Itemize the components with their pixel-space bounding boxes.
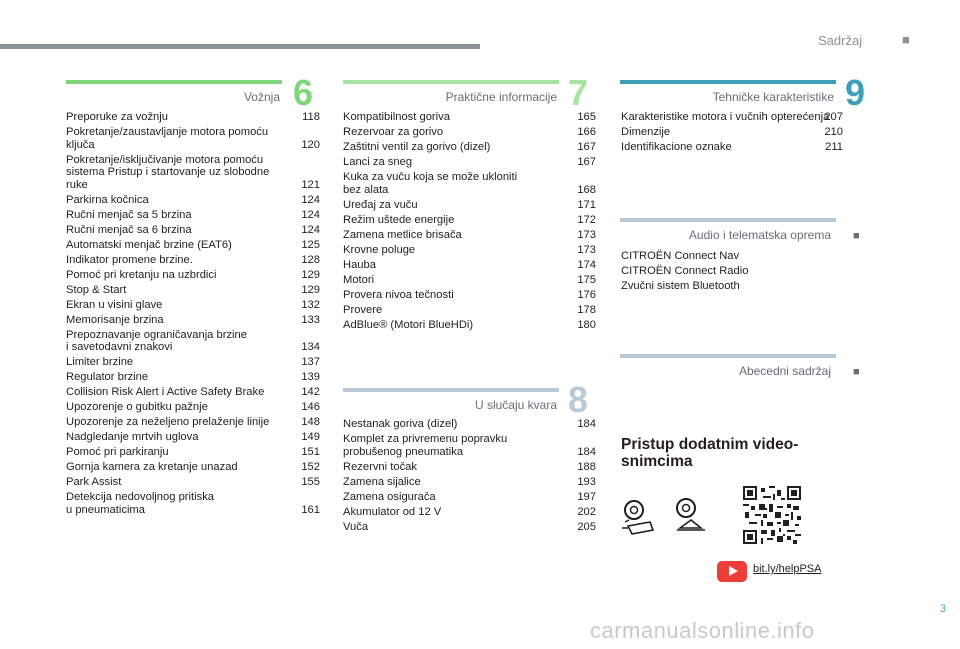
toc-entry[interactable] [343,156,596,169]
toc-entry-page: 146 [301,401,320,414]
toc-entry-title: Rezervoar za gorivo [343,126,444,138]
toc-entry-page: 165 [577,111,596,123]
toc-entry-page: 172 [577,213,596,226]
toc-entry-page: 210 [824,126,843,138]
section-6-rule [66,80,282,84]
toc-entry-page: 124 [301,223,320,236]
section-9-title: Tehničke karakteristike [712,90,834,104]
toc-entry[interactable] [66,329,320,354]
toc-entry[interactable] [66,371,320,384]
section-9-number: 9 [845,72,866,113]
toc-entry-title: Karakteristike motora i vučnih opterećenja [621,111,830,123]
toc-entry-page: 197 [577,490,596,503]
toc-entry[interactable] [343,418,596,431]
toc-entry-title: Stop & Start [66,283,127,296]
section-9-rule [620,80,836,84]
toc-entry[interactable] [66,154,320,192]
toc-entry-page: 151 [301,446,320,459]
toc-entry-title: Automatski menjač brzine (EAT6) [66,238,232,251]
toc-entry-page: 155 [301,476,320,489]
toc-entry[interactable] [343,433,596,458]
toc-entry[interactable] [343,199,596,212]
toc-entry-title: Gornja kamera za kretanje unazad [66,461,238,474]
toc-entry[interactable] [343,111,596,124]
qr-code[interactable] [743,486,801,544]
toc-entry[interactable] [621,126,843,139]
toc-entry-title: Režim uštede energije [343,213,455,226]
toc-entry-title: Nadgledanje mrtvih uglova [66,431,199,444]
audio-rule [620,218,836,222]
toc-entry-page: 124 [301,193,320,206]
toc-entry-page: 173 [577,243,596,256]
toc-entry-title: Provere [343,303,383,316]
toc-entry-title: Indikator promene brzine. [66,253,193,266]
toc-entry-title: Hauba [343,258,376,271]
audio-items [621,249,748,294]
toc-entry-title: Nestanak goriva (dizel) [343,418,458,430]
toc-entry-page: 142 [301,386,320,399]
toc-entry[interactable] [343,506,596,519]
toc-entry-title: Pokretanje/isključivanje motora pomoću sistema Pristup i startovanje uz slobodne ruke [66,153,270,191]
toc-entry[interactable] [66,401,320,414]
toc-entry[interactable] [66,299,320,312]
toc-entry-page: 128 [301,253,320,266]
toc-entry-title: Vuča [343,520,369,533]
toc-entry[interactable] [343,214,596,227]
toc-entry-title: Dimenzije [621,126,671,138]
audio-item[interactable]: Zvučni sistem Bluetooth [621,280,740,292]
toc-entry-page: 184 [577,445,596,458]
toc-entry-page: 178 [577,303,596,316]
toc-entry-title: Krovne poluge [343,243,416,256]
toc-entry[interactable] [343,274,596,287]
header-bullet: ■ [902,32,910,47]
toc-entry-title: Zaštitni ventil za gorivo (dizel) [343,141,491,153]
toc-entry-page: 202 [577,505,596,518]
toc-entry-title: Limiter brzine [66,356,134,369]
section-6-number: 6 [293,72,314,113]
toc-entry-title: Upozorenje za neželjeno prelaženje linije [66,416,270,429]
toc-entry[interactable] [343,319,596,332]
toc-entry-title: Uređaj za vuču [343,198,418,211]
toc-entry[interactable] [66,239,320,252]
toc-entry-page: 174 [577,258,596,271]
toc-entry-title: Park Assist [66,476,122,489]
section-6-title: Vožnja [243,90,280,104]
toc-entry[interactable] [66,446,320,459]
index-title[interactable]: Abecedni sadržaj [738,364,831,378]
toc-entry-title: Motori [343,273,375,286]
toc-entry-page: 139 [301,371,320,384]
audio-title: Audio i telematska oprema [688,228,831,242]
toc-entry-page: 175 [577,273,596,286]
toc-entry-title: Komplet za privremenu popravku probušenog pneumatika [343,433,508,458]
toc-entry-page: 184 [577,418,596,430]
toc-entry[interactable] [66,431,320,444]
audio-item[interactable]: CITROËN Connect Nav [621,250,740,262]
audio-bullet: ■ [853,230,860,242]
section-7-number: 7 [568,72,589,113]
toc-entry-title: Prepoznavanje ograničavanja brzine i savetodavni znakovi [66,328,247,354]
toc-entry-title: Kuka za vuču koja se može ukloniti bez alata [343,171,518,196]
toc-entry[interactable] [66,224,320,237]
watermark: carmanualsonline.info [590,618,815,643]
toc-entry[interactable] [66,269,320,282]
toc-entry-page: 167 [577,156,596,168]
toc-entry[interactable] [66,491,320,516]
toc-entry[interactable] [343,141,596,154]
toc-entry-page: 180 [577,318,596,331]
toc-entry[interactable] [343,289,596,302]
toc-entry-title: Ekran u visini glave [66,298,163,311]
toc-entry[interactable] [343,259,596,272]
toc-entry-title: Rezervni točak [343,460,417,473]
toc-entry-title: Kompatibilnost goriva [343,111,450,123]
toc-entry-page: 161 [301,503,320,516]
toc-entry[interactable] [66,461,320,474]
toc-entry[interactable] [621,141,843,154]
toc-entry-page: 211 [825,141,843,153]
tire-repair-icon [620,498,656,538]
toc-entry-page: 118 [302,111,320,123]
toc-entry[interactable] [343,171,596,196]
toc-entry-page: 129 [301,283,320,296]
toc-entry-title: Preporuke za vožnju [66,111,168,123]
jack-wheel-icon [673,496,709,536]
toc-entry[interactable] [66,209,320,222]
toc-entry[interactable] [66,254,320,267]
video-link[interactable]: bit.ly/helpPSA [753,563,822,575]
toc-entry-title: Parkirna kočnica [66,193,149,206]
section-8-title: U slučaju kvara [474,398,557,412]
toc-entry-page: 129 [301,268,320,281]
play-icon [729,566,738,576]
toc-entry[interactable] [343,244,596,257]
toc-entry[interactable] [66,194,320,207]
toc-entry[interactable] [66,126,320,151]
toc-entry[interactable] [343,476,596,489]
toc-entry-title: Lanci za sneg [343,156,413,168]
toc-entry-page: 133 [301,313,320,326]
toc-entry-page: 132 [301,298,320,311]
section-8-number: 8 [568,379,589,420]
toc-entry-page: 137 [301,356,320,369]
toc-entry[interactable] [343,229,596,242]
toc-entry-page: 166 [577,126,596,138]
toc-entry-page: 125 [301,238,320,251]
toc-entry-title: Collision Risk Alert i Active Safety Brake [66,386,265,399]
toc-entry-page: 120 [301,138,320,151]
section-7-rule [343,80,559,84]
toc-entry-title: Ručni menjač sa 6 brzina [66,223,192,236]
toc-entry-title: Memorisanje brzina [66,313,164,326]
toc-entry-page: 173 [577,228,596,241]
toc-entry[interactable] [343,304,596,317]
toc-entry[interactable] [343,461,596,474]
toc-entry[interactable] [621,111,843,124]
toc-entry-title: Zamena sijalice [343,475,421,488]
toc-entry-title: Zamena osigurača [343,490,436,503]
toc-entry-title: Akumulator od 12 V [343,505,442,518]
section-7-title: Praktične informacije [445,90,557,104]
toc-entry-page: 207 [824,111,843,123]
toc-entry[interactable] [343,126,596,139]
toc-entry-title: Pomoć pri kretanju na uzbrdici [66,268,217,281]
index-rule [620,354,836,358]
toc-entry-page: 152 [301,461,320,474]
toc-entry-title: Detekcija nedovoljnog pritiska u pneumaticima [66,491,215,516]
toc-entry-title: Pokretanje/zaustavljanje motora pomoću ključa [66,126,269,151]
toc-entry-page: 188 [577,460,596,473]
toc-entry-page: 121 [301,178,320,191]
video-heading: Pristup dodatnim video- snimcima [621,436,799,470]
toc-entry-title: Pomoć pri parkiranju [66,446,169,459]
toc-entry-title: Provera nivoa tečnosti [343,288,454,301]
index-bullet: ■ [853,366,860,378]
toc-entry-page: 168 [577,183,596,196]
toc-entry-title: Identifikacione oznake [621,141,732,153]
toc-entry-page: 167 [577,141,596,153]
toc-entry[interactable] [66,386,320,399]
toc-entry[interactable] [66,111,320,124]
toc-entry[interactable] [66,356,320,369]
toc-entry-page: 171 [577,198,596,211]
toc-entry-page: 193 [577,475,596,488]
toc-entry[interactable] [343,491,596,504]
toc-entry-page: 134 [301,341,320,354]
toc-entry-title: Ručni menjač sa 5 brzina [66,208,192,221]
toc-entry-title: Zamena metlice brisača [343,228,462,241]
toc-entry-page: 176 [577,288,596,301]
audio-item[interactable]: CITROËN Connect Radio [621,265,749,277]
section-8-rule [343,388,559,392]
toc-entry[interactable] [343,521,596,534]
toc-entry[interactable] [66,284,320,297]
header-bar [0,44,480,49]
toc-entry-page: 149 [301,431,320,444]
toc-entry-title: AdBlue® (Motori BlueHDi) [343,318,474,331]
toc-entry-page: 205 [577,520,596,533]
toc-entry[interactable] [66,416,320,429]
toc-entry[interactable] [66,314,320,327]
toc-entry-title: Upozorenje o gubitku pažnje [66,401,208,414]
toc-entry-page: 148 [301,416,320,429]
toc-entry[interactable] [66,476,320,489]
toc-entry-page: 124 [301,208,320,221]
toc-entry-title: Regulator brzine [66,371,149,384]
page-number: 3 [940,603,947,615]
page-title: Sadržaj [818,33,863,48]
